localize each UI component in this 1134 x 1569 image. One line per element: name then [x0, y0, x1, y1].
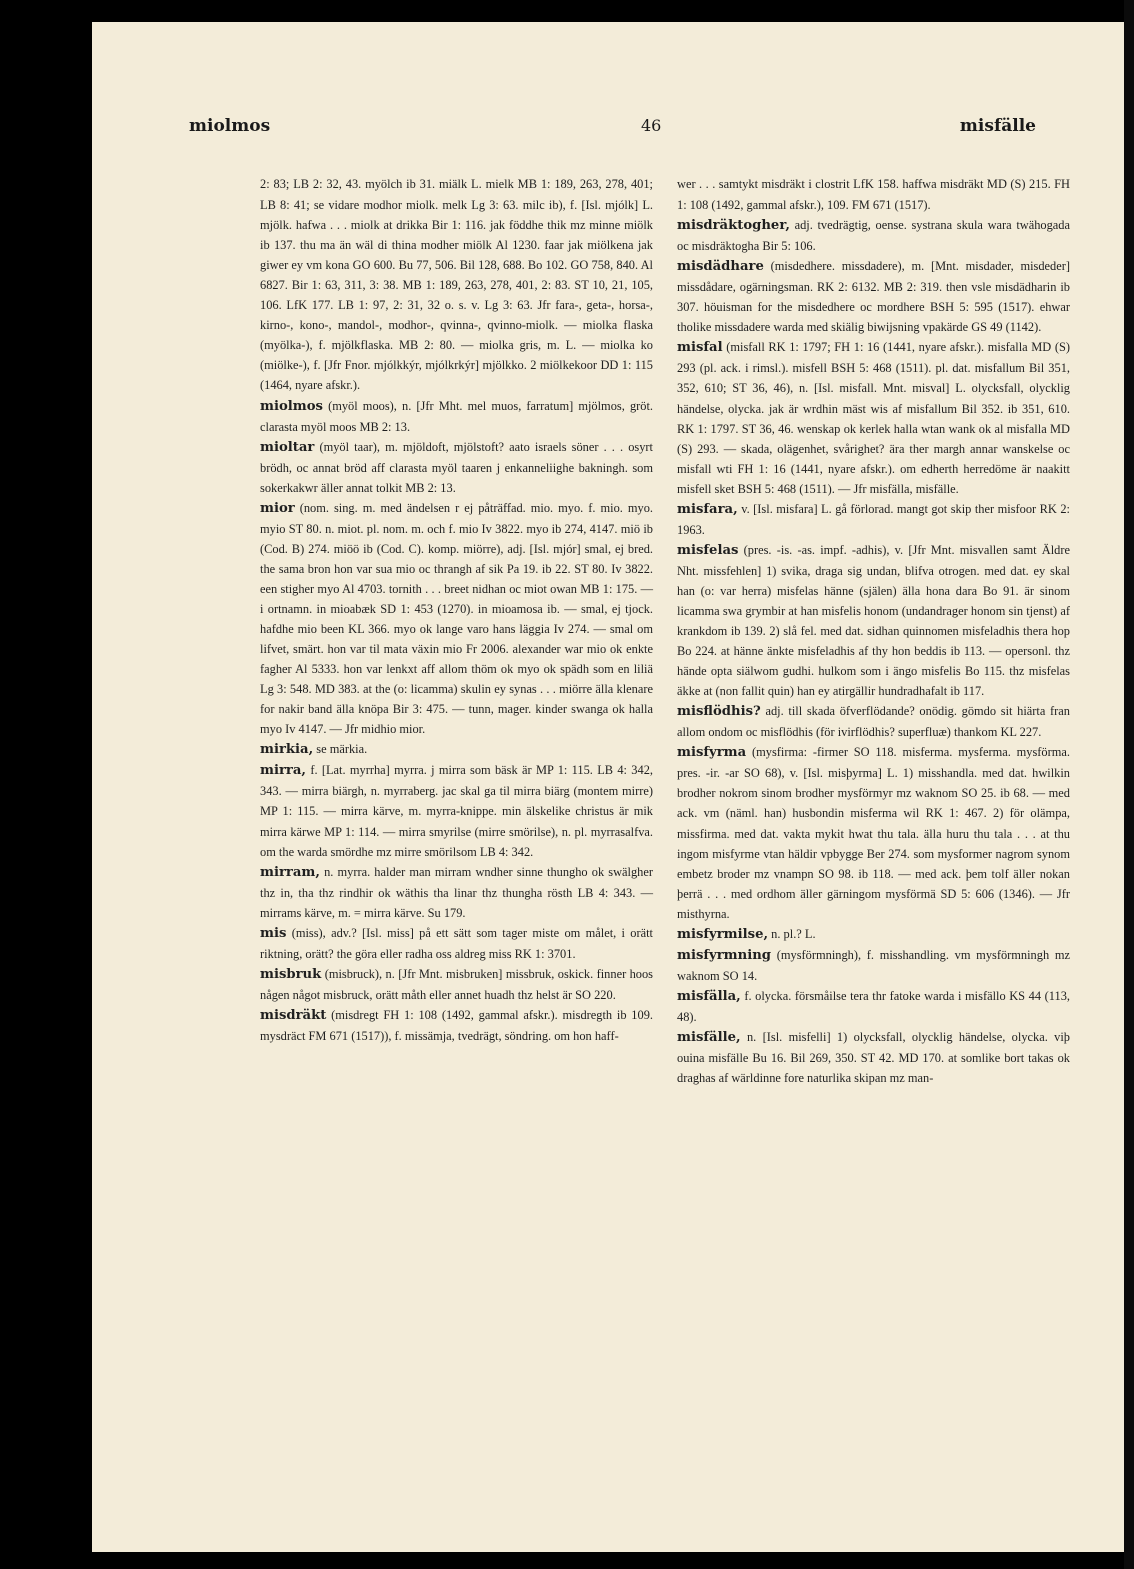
entry-text: (mysförmningh), f. misshandling. vm mysförmningh mz waknom SO 14. — [677, 947, 1070, 983]
entry-text: (misdedhere. missdadere), m. [Mnt. misdader, misdeder] missdådare, ogärningsman. RK 2: 6132. MB 2: 319. then vsle misdädharin ib 307. höuisman for the misdedhere oc mordhere BSH 5: 595 (1517). ehwar tholike missdadere warda med skiälig biwijsning vpakärde GS 49 (1142). — [677, 259, 1070, 335]
headword: misfara, — [677, 501, 738, 517]
dictionary-entry — [260, 1005, 653, 1046]
entry-text: wer . . . samtykt misdräkt i clostrit LfK 158. haffwa misdräkt MD (S) 215. FH 1: 108 (1492, gammal afskr.), 109. FM 671 (1517). — [677, 177, 1070, 213]
entry-text: (misfall RK 1: 1797; FH 1: 16 (1441, nyare afskr.). misfalla MD (S) 293 (pl. ack. i rimsl.). misfell BSH 5: 468 (1511). pl. dat. misfallum Bil 351, 352, 610; ST 36, 46), n. [Isl. misfall. Mnt. misval] L. olycksfall, olycklig händelse, olycka. jak är wrdhin mäst wis af misfallum Bil 352. ib 351, 610. RK 1: 1797. ST 36, 46. wenskap ok kerlek halla wtan wank ok al misfalla MD (S) 293. — skada, olägenhet, svårighet? ära ther margh annar wanskelse oc misfall wti FH 1: 16 (1441, nyare afskr.). om edherth herredöme är naakitt misfell sket BSH 5: 468 (1511). — Jfr misfälla, misfälle. — [677, 340, 1070, 496]
entry-text: adj. tvedrägtig, oense. systrana skula wara twähogada oc misdräktogha Bir 5: 106. — [677, 218, 1070, 254]
headword: mirram, — [260, 864, 320, 880]
running-head-right: misfälle — [959, 116, 1036, 136]
entry-text: v. [Isl. misfara] L. gå förlorad. mangt got skip ther misfoor RK 2: 1963. — [677, 501, 1070, 537]
headword: misdräktogher, — [677, 218, 790, 234]
headword: mior — [260, 500, 295, 516]
dictionary-entry — [677, 174, 1070, 215]
dictionary-entry — [260, 964, 653, 1005]
dictionary-entry — [677, 986, 1070, 1027]
entry-text: (mysfirma: -firmer SO 118. misferma. mysferma. mysförma. pres. -ir. -ar SO 68), v. [Isl. misþyrma] L. 1) misshandla. med dat. hwilkin brodher nokrom sinom brodher mysförmyr mz waknom SO 25. ib 68. — med ack. vm (näml. han) husbondin misferma wil RK 1: 467. 2) för olämpa, missfirma. med dat. vakta mykit hwat thu tala. älla huru thu tala . . . at thu ingom misfyrme vtan häldir vpbygge Ber 274. som mysformer nagrom synom embetz broder mz vnampn SO 98. ib 118. — med ack. þem tolf äller nokan þerrä . . . med ordhom äller gärningom mysförmä SD 5: 606 (1346). — Jfr misthyrna. — [677, 745, 1070, 921]
entry-text: adj. till skada öfverflödande? onödig. gömdo sit hiärta fran allom ondom oc misflödhis (för ivirflödhis? superfluæ) thankom KL 227. — [677, 704, 1070, 740]
headword: misdräkt — [260, 1007, 327, 1023]
entry-text: f. olycka. försmåilse tera thr fatoke warda i misfällo KS 44 (113, 48). — [677, 988, 1070, 1024]
headword: misdädhare — [677, 259, 764, 275]
entry-text: f. [Lat. myrrha] myrra. j mirra som bäsk är MP 1: 115. LB 4: 342, 343. — mirra biärgh, n. myrraberg. jac skal ga til mirra biärg (montem mirre) MP 1: 115. — mirra kärve, m. myrra-knippe. min älskelike christus är mik mirra kärwe MP 1: 114. — mirra smyrilse (mirre smörilse), n. pl. myrrasalfva. om the warda smördhe mz mirre smörilsom LB 4: 342. — [260, 763, 653, 859]
entry-text: (nom. sing. m. med ändelsen r ej påträffad. mio. myo. f. mio. myo. myio ST 80. n. miot. pl. nom. m. och f. mio Iv 3822. myo ib 274, 4147. miö ib (Cod. B) 274. miöö ib (Cod. C). komp. miörre), adj. [Isl. mjór] smal, ej bred. the sama bron hon var sua mio oc thrangh af sik Pa 19. ib 22. ST 80. Iv 3822. een stigher myo Al 4703. tornith . . . breet nidhan oc miot owan MB 1: 175. — i ortnamn. in mioabæk SD 1: 453 (1270). in mioamosa ib. — smal, ej tjock. hafdhe mio been KL 366. myo ok lange varo hans läggia Iv 274. — smal om lifvet, smärt. hon var til mata växin mio Fr 2006. alexander war mio ok enkte fagher Al 5333. hon var lenkxt aff allom thöm ok myo ok spädh som en liliä Lg 3: 548. MD 383. at the (o: licamma) skulin ey synas . . . miörre älla klenare for nakir band älla knöpa Bir 3: 475. — tunn, mager. kinder swanga ok halla myo Iv 4147. — Jfr midhio mior. — [260, 500, 653, 737]
running-head-left: miolmos — [189, 116, 271, 136]
dictionary-entry — [677, 924, 1070, 945]
dictionary-entry — [260, 760, 653, 861]
entry-text: (misbruck), n. [Jfr Mnt. misbruken] missbruk, oskick. finner hoos någen något misbruck, orätt måth eller annet huadh thz helst är SO 220. — [260, 966, 653, 1002]
dictionary-entry — [260, 739, 653, 760]
page-number: 46 — [641, 116, 662, 135]
entry-text: (myöl moos), n. [Jfr Mht. mel muos, farratum] mjölmos, gröt. clarasta myöl moos MB 2: 13. — [260, 398, 653, 434]
headword: misfyrmning — [677, 947, 772, 963]
headword: misfal — [677, 340, 723, 356]
headword: miolmos — [260, 398, 323, 414]
headword: misfelas — [677, 542, 739, 558]
headword: misflödhis? — [677, 704, 761, 720]
entry-text: n. myrra. halder man mirram wndher sinne thungho ok swälgher thz in, tha thz rindhir ok wäthis tha linar thz thungha rösth LB 4: 343. — mirrams kärve, m. = mirra kärve. Su 179. — [260, 864, 653, 920]
entry-text: (pres. -is. -as. impf. -adhis), v. [Jfr Mnt. misvallen samt Äldre Nht. missfehlen] 1) svika, draga sig undan, blifva otrogen. med dat. ey skal han (o: var herra) misfelas hänne (själen) älla hona dara Bo 91. är sinom licamma swa grymbir at han misfelis honom (undandrager honom sin tjenst) af krankdom ib 139. 2) slå fel. med dat. sidhan quinnomen misfeladhis thera hop Bo 224. at hänne änkte misfeladhis af thy hon beddis ib 113. — opersonl. thz hände opta siälwom gudhi. hulkom som i ängo misfelis Bo 115. thz misfelas äkke at (non fallit quin) han ey atirgällir hundradhafalt ib 117. — [677, 542, 1070, 699]
dictionary-entry — [677, 540, 1070, 701]
dictionary-entry — [677, 256, 1070, 337]
left-column — [260, 174, 653, 1046]
headword: mioltar — [260, 439, 315, 455]
page-edge — [1124, 0, 1134, 1569]
headword: misbruk — [260, 966, 322, 982]
dictionary-entry — [677, 337, 1070, 498]
right-column — [677, 174, 1070, 1088]
dictionary-entry — [260, 437, 653, 498]
entry-text: (miss), adv.? [Isl. miss] på ett sätt som tager miste om målet, i orätt riktning, orätt? the göra eller radha oss aldreg miss RK 1: 3701. — [260, 925, 653, 961]
headword: misfälla, — [677, 988, 741, 1004]
dictionary-entry — [260, 498, 653, 740]
dictionary-entry — [260, 923, 653, 964]
entry-text: (myöl taar), m. mjöldoft, mjölstoft? aato israels söner . . . osyrt brödh, oc annat bröd aff clarasta myöl taaren j enkanneliighe bakningh. som sokerkakwr äller annat tolkit MB 2: 13. — [260, 439, 653, 495]
headword: misfyrmilse, — [677, 926, 769, 942]
dictionary-entry — [260, 862, 653, 923]
headword: misfyrma — [677, 745, 747, 761]
headword: mis — [260, 925, 287, 941]
headword: misfälle, — [677, 1029, 741, 1045]
dictionary-entry — [677, 499, 1070, 540]
dictionary-entry — [260, 396, 653, 437]
dictionary-entry — [677, 215, 1070, 256]
entry-text: 2: 83; LB 2: 32, 43. myölch ib 31. miälk L. mielk MB 1: 189, 263, 278, 401; LB 8: 41; se vidare modhor miolk. melk Lg 3: 63. milc ib), f. [Isl. mjólk] L. mjölk. hafwa . . . miolk at drikka Bir 1: 116. jak föddhe thik mz minne miölk ib 137. thu ma än wäl di thina modher miölk Al 1230. faar jak miölkena jak giwer ey vm kona GO 600. Bu 77, 506. Bil 128, 688. Bo 102. GO 758, 840. Al 6827. Bir 1: 63, 311, 3: 38. MB 1: 189, 263, 278, 401, 2: 83. ST 10, 21, 105, 106. LfK 177. LB 1: 97, 2: 31, 32 o. s. v. Lg 3: 63. Jfr fara-, geta-, horsa-, kirno-, kono-, mandol-, modhor-, qvinna-, qvinno-miolk. — miolka flaska (myölka-), f. mjölkflaska. MB 2: 80. — miolka gris, m. L. — miolka ko (miölke-), f. [Jfr Fnor. mjólkkýr, mjólkrkýr] mjölkko. 2 miölkekoor DD 1: 115 (1464, nyare afskr.). — [260, 177, 653, 393]
dictionary-entry — [677, 1027, 1070, 1088]
headword: mirkia, — [260, 742, 314, 758]
headword: mirra, — [260, 763, 306, 779]
dictionary-entry — [677, 701, 1070, 742]
entry-text: n. [Isl. misfelli] 1) olycksfall, olycklig händelse, olycka. viþ ouina misfälle Bu 16. Bil 269, 350. ST 42. MD 170. at somlike bort takas ok draghas af wärldinne fore naturlika skipan mz man- — [677, 1029, 1070, 1086]
dictionary-entry — [260, 174, 653, 396]
dictionary-entry — [677, 945, 1070, 986]
entry-text: (misdregt FH 1: 108 (1492, gammal afskr.). misdregth ib 109. mysdräct FM 671 (1517)), f. missämja, tvedrägt, söndring. om hon haff- — [260, 1007, 653, 1043]
dictionary-entry — [677, 742, 1070, 923]
entry-text: n. pl.? L. — [768, 926, 816, 941]
entry-text: se märkia. — [313, 742, 368, 757]
